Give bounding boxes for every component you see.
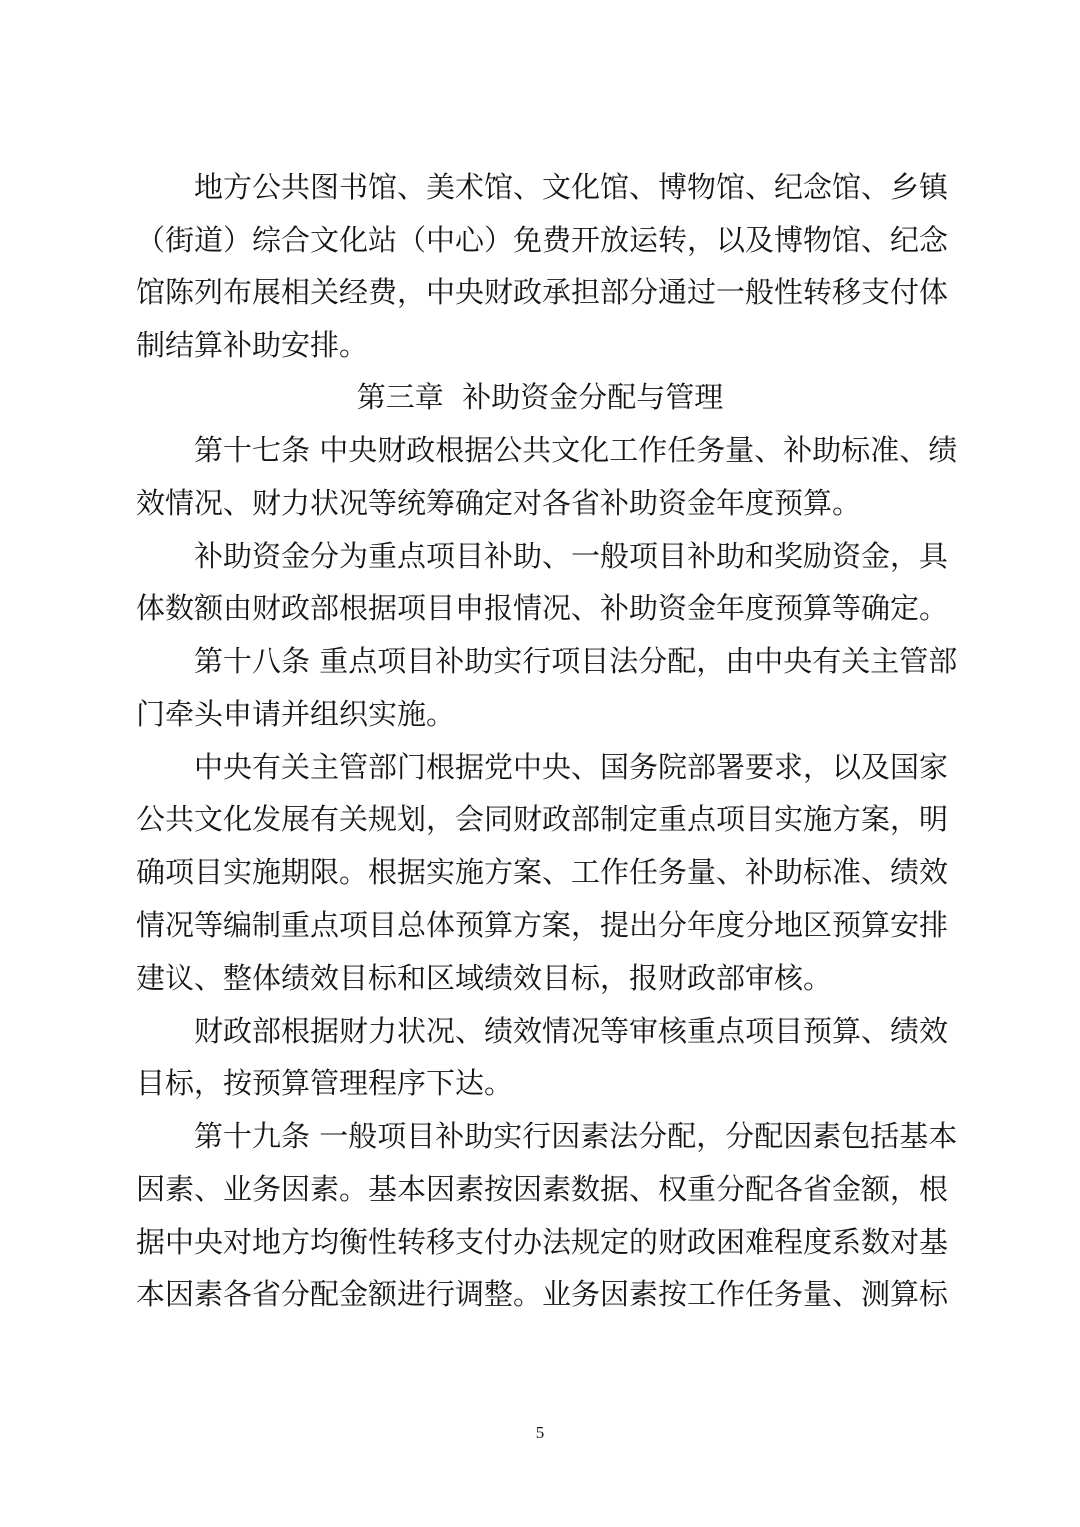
- text-line: 体数额由财政部根据项目申报情况、补助资金年度预算等确定。: [136, 591, 949, 625]
- text-line: 第十七条 中央财政根据公共文化工作任务量、补助标准、绩: [194, 433, 958, 467]
- page-number: 5: [535, 1423, 545, 1442]
- text-line: 财政部根据财力状况、绩效情况等审核重点项目预算、绩效: [194, 1014, 949, 1048]
- text-line: 确项目实施期限。根据实施方案、工作任务量、补助标准、绩效: [136, 855, 949, 889]
- text-line: 因素、业务因素。基本因素按因素数据、权重分配各省金额，根: [136, 1172, 949, 1206]
- text-line: 第十八条 重点项目补助实行项目法分配，由中央有关主管部: [194, 644, 958, 678]
- text-line: 制结算补助安排。: [136, 328, 369, 362]
- text-line: 中央有关主管部门根据党中央、国务院部署要求，以及国家: [194, 750, 949, 784]
- text-line: 建议、整体绩效目标和区域绩效目标，报财政部审核。: [136, 961, 833, 995]
- text-line: 情况等编制重点项目总体预算方案，提出分年度分地区预算安排: [136, 908, 949, 942]
- text-line: 效情况、财力状况等统筹确定对各省补助资金年度预算。: [136, 486, 862, 520]
- text-line: 门牵头申请并组织实施。: [136, 697, 456, 731]
- text-line: 第十九条 一般项目补助实行因素法分配，分配因素包括基本: [194, 1119, 958, 1153]
- chapter-heading: 第三章 补助资金分配与管理: [356, 380, 724, 414]
- text-line: 馆陈列布展相关经费，中央财政承担部分通过一般性转移支付体: [136, 275, 949, 309]
- text-line: 本因素各省分配金额进行调整。业务因素按工作任务量、测算标: [136, 1277, 949, 1311]
- text-line: 地方公共图书馆、美术馆、文化馆、博物馆、纪念馆、乡镇: [194, 170, 949, 204]
- text-line: 目标，按预算管理程序下达。: [136, 1066, 514, 1100]
- text-line: 公共文化发展有关规划，会同财政部制定重点项目实施方案，明: [136, 802, 949, 836]
- text-line: （街道）综合文化站（中心）免费开放运转，以及博物馆、纪念: [136, 223, 949, 257]
- text-line: 据中央对地方均衡性转移支付办法规定的财政困难程度系数对基: [136, 1225, 949, 1259]
- text-line: 补助资金分为重点项目补助、一般项目补助和奖励资金，具: [194, 539, 949, 573]
